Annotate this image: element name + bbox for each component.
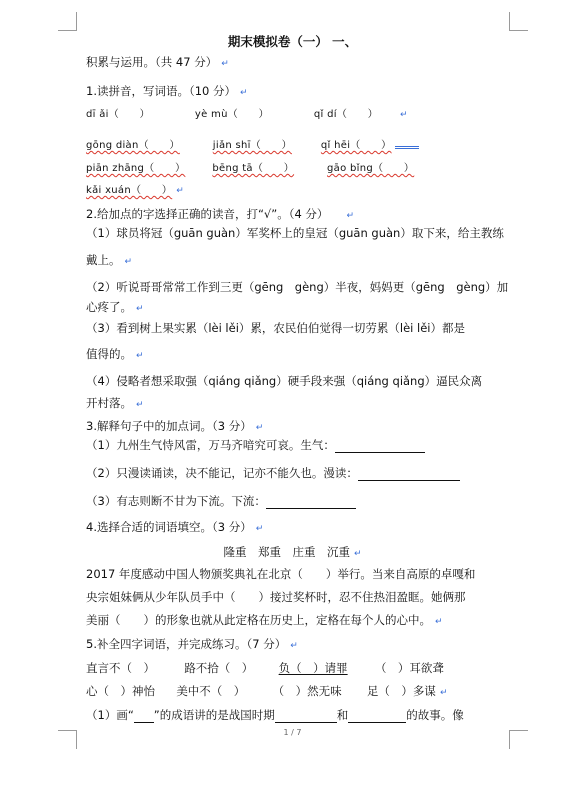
paragraph-mark-icon: ↵: [255, 423, 264, 433]
q4-paragraph-line-2: [86, 590, 466, 605]
sentence-text: ”的成语讲的是战国时期: [153, 708, 275, 722]
q2-heading-text: 2.给加点的字选择正确的读音，打“√”。（4 分）: [86, 207, 329, 221]
idiom-item-underlined: 负（ ）请罪: [278, 661, 348, 675]
q2-sentence-3-cont: [86, 347, 144, 364]
paragraph-mark-icon: ↵: [346, 211, 354, 221]
pinyin-item: bēng tā（ ）: [212, 163, 295, 174]
paragraph-text: 央宗姐妹俩从少年队员手中（ ）接过奖杯时，忍不住热泪盈眶。她俩那: [86, 590, 466, 604]
section-text: 积累与运用。（共 47 分）: [86, 55, 218, 69]
paragraph-mark-icon: ↵: [255, 524, 264, 534]
word-bank: [0, 544, 585, 560]
paragraph-mark-icon: ↵: [136, 351, 144, 361]
idiom-item: 美中不（ ）: [176, 684, 246, 698]
q2-sentence-4: [86, 374, 482, 389]
q4-paragraph-line-3: [86, 613, 443, 630]
sentence-text: （3）有志则断不甘为下流。下流：: [86, 494, 266, 508]
q5-sentence-1: [86, 708, 464, 723]
sentence-text: 值得的。: [86, 347, 132, 361]
q2-sentence-1: [86, 226, 504, 241]
q3-heading-text: 3.解释句子中的加点词。（3 分）: [86, 419, 252, 433]
q5-row-2: [86, 684, 447, 701]
crop-mark-top-right: [509, 12, 528, 31]
sentence-text: 的故事。像: [406, 708, 464, 722]
paragraph-text: 美丽（ ）的形象也就从此定格在历史上，定格在每个人的心中。: [86, 613, 431, 627]
q1-row-4: [86, 183, 184, 199]
paragraph-mark-icon: ↵: [439, 688, 448, 698]
paragraph-mark-icon: ↵: [400, 110, 408, 120]
q3-heading: [86, 419, 263, 436]
word-bank-text: 隆重 郑重 庄重 沉重: [223, 545, 350, 559]
sentence-text: （2）只漫读诵读，决不能记，记亦不能久也。漫读：: [86, 466, 358, 480]
answer-blank[interactable]: [275, 710, 337, 723]
underline-sample: [134, 710, 154, 723]
paragraph-mark-icon: ↵: [136, 400, 144, 410]
sentence-text: 和: [336, 708, 349, 722]
answer-blank[interactable]: [348, 710, 406, 723]
q2-sentence-2-cont: [86, 300, 144, 317]
q5-heading-text: 5.补全四字词语，并完成练习。（7 分）: [86, 637, 287, 651]
paragraph-mark-icon: ↵: [353, 549, 362, 559]
double-underline-mark: [395, 142, 419, 149]
paragraph-mark-icon: ↵: [290, 641, 298, 651]
q2-sentence-3: [86, 321, 465, 336]
idiom-item: （ ）耳欲聋: [374, 661, 444, 675]
answer-blank[interactable]: [335, 440, 425, 453]
q1-heading: [86, 84, 248, 101]
sentence-text: 戴上。: [86, 253, 121, 267]
paragraph-mark-icon: ↵: [176, 186, 185, 196]
sentence-text: 开村落。: [86, 396, 132, 410]
crop-mark-top-left: [58, 12, 77, 31]
idiom-item: 足（ ）多谋: [366, 684, 436, 698]
paragraph-mark-icon: ↵: [136, 304, 144, 314]
q1-row-3: [86, 161, 414, 176]
q3-sentence-2: [86, 466, 460, 481]
page-title: 期末模拟卷（一） 一、: [227, 34, 358, 49]
paragraph-mark-icon: ↵: [221, 59, 229, 69]
paragraph-mark-icon: ↵: [124, 257, 133, 267]
section-heading: [86, 55, 229, 72]
sentence-text: （4）侵略者想采取强（qiáng qiǎng）硬手段来强（qiáng qiǎng）逼民众离: [86, 374, 483, 388]
sentence-text: （2）听说哥哥常常工作到三更（gēng gèng）半夜，妈妈更（gēng gèng）加: [86, 280, 509, 294]
pinyin-item: kǎi xuán（ ）: [86, 185, 173, 196]
sentence-text: （1）画“: [86, 708, 134, 722]
q2-sentence-1-cont: [86, 253, 132, 270]
answer-blank[interactable]: [358, 468, 460, 481]
paragraph-mark-icon: ↵: [240, 88, 248, 98]
sentence-text: （1）球员将冠（guān guàn）军奖杯上的皇冠（guān guàn）取下来，给主教练: [86, 226, 504, 240]
paragraph-text: 2017 年度感动中国人物颁奖典礼在北京（ ）举行。当来自高原的卓嘎和: [86, 567, 476, 581]
q3-sentence-3: [86, 494, 356, 509]
answer-blank[interactable]: [266, 496, 356, 509]
pinyin-item: yè mù（ ）: [194, 109, 269, 120]
pinyin-item: jiǎn shī（ ）: [212, 140, 292, 151]
pinyin-item: qǐ dí（ ）: [313, 109, 379, 120]
q5-heading: [86, 637, 298, 654]
q3-sentence-1: [86, 438, 425, 453]
idiom-item: （ ）然无味: [272, 684, 342, 698]
idiom-item: 路不拾（ ）: [184, 661, 254, 675]
sentence-text: （1）九州生气恃风雷，万马齐喑究可哀。生气：: [86, 438, 335, 452]
q4-heading-text: 4.选择合适的词语填空。（3 分）: [86, 520, 252, 534]
q1-row-2: [86, 138, 419, 153]
q4-paragraph-line-1: [86, 567, 475, 582]
sentence-text: 心疼了。: [86, 300, 132, 314]
pinyin-item: gāo bǐng（ ）: [327, 163, 415, 174]
pinyin-item: gōng diàn（ ）: [86, 140, 180, 151]
pinyin-item: dī ǎi（ ）: [86, 109, 150, 120]
idiom-item: 直言不（ ）: [86, 661, 155, 675]
q1-heading-text: 1.读拼音，写词语。（10 分）: [86, 84, 237, 98]
q4-heading: [86, 520, 263, 537]
sentence-text: （3）看到树上果实累（lèi lěi）累，农民伯伯觉得一切劳累（lèi lěi）都是: [86, 321, 465, 335]
q1-row-1: [86, 107, 408, 123]
q2-heading: [86, 207, 354, 224]
pinyin-item: piān zhāng（ ）: [86, 163, 186, 174]
q5-row-1: [86, 661, 444, 676]
paragraph-mark-icon: ↵: [435, 617, 443, 627]
q2-sentence-2: [86, 280, 508, 295]
page-number: 1 / 7: [283, 728, 302, 737]
idiom-item: 心（ ）神怡: [86, 684, 155, 698]
q2-sentence-4-cont: [86, 396, 144, 413]
pinyin-item: qǐ hēi（ ）: [320, 140, 392, 151]
